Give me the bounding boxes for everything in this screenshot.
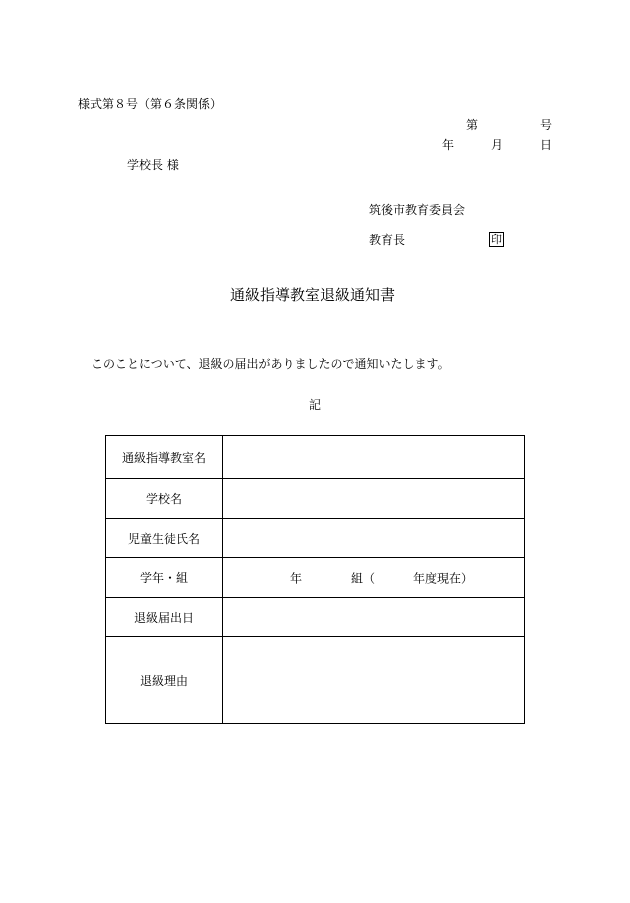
addressee: 学校長 様	[127, 158, 179, 172]
doc-number-prefix: 第	[466, 118, 479, 132]
ki-label: 記	[309, 398, 322, 412]
form-row-student	[106, 519, 525, 558]
grade-as-of-label: 年度現在）	[413, 571, 474, 585]
issuer-organization: 筑後市教育委員会	[369, 203, 466, 217]
date-day-label: 日	[540, 138, 553, 152]
label-classroom-name: 通級指導教室名	[106, 436, 223, 479]
form-row-classroom	[106, 436, 525, 479]
label-withdrawal-reason: 退級理由	[106, 637, 223, 724]
body-text: このことについて、退級の届出がありましたので通知いたします。	[91, 357, 450, 371]
document-title: 通級指導教室退級通知書	[230, 286, 396, 304]
form-row-school	[106, 479, 525, 519]
form-row-reason	[106, 637, 525, 724]
label-withdrawal-date: 退級届出日	[106, 598, 223, 637]
date-month-label: 月	[491, 138, 504, 152]
issuer-title: 教育長	[369, 233, 406, 247]
seal-mark: 印	[491, 233, 502, 246]
label-student-name: 児童生徒氏名	[106, 519, 223, 558]
value-withdrawal-date[interactable]	[223, 598, 525, 637]
grade-year-label: 年	[290, 571, 303, 585]
form-number: 様式第８号（第６条関係）	[78, 97, 223, 111]
form-row-date	[106, 598, 525, 637]
notification-form-table	[105, 435, 525, 724]
label-grade-class: 学年・組	[106, 558, 223, 598]
value-grade-class[interactable]	[223, 558, 525, 598]
date-year-label: 年	[442, 138, 455, 152]
doc-number-suffix: 号	[540, 118, 553, 132]
form-row-grade	[106, 558, 525, 598]
grade-class-label: 組（	[351, 571, 376, 585]
value-school-name[interactable]	[223, 479, 525, 519]
label-school-name: 学校名	[106, 479, 223, 519]
value-withdrawal-reason[interactable]	[223, 637, 525, 724]
value-classroom-name[interactable]	[223, 436, 525, 479]
value-student-name[interactable]	[223, 519, 525, 558]
